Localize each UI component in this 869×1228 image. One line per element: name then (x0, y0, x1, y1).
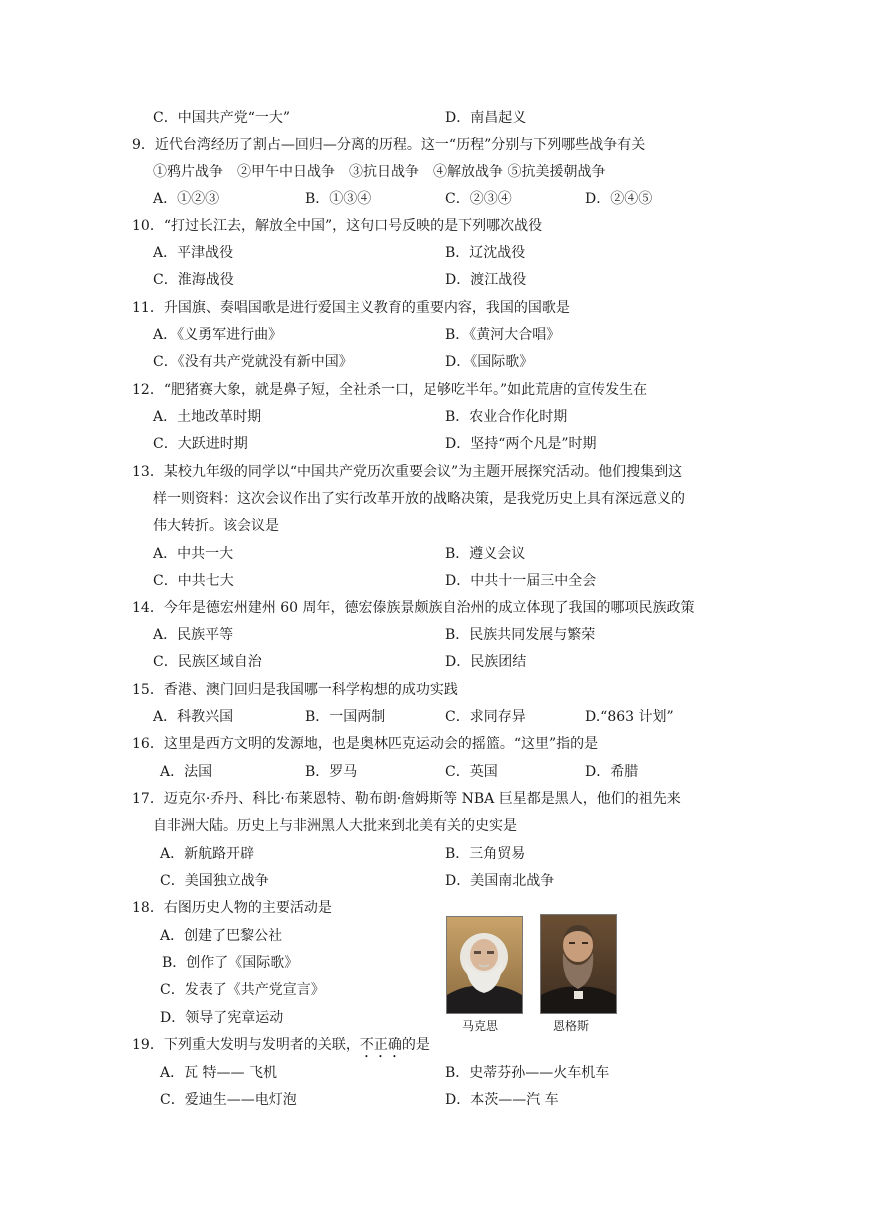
q15-stem: 15．香港、澳门回归是我国哪一科学构想的成功实践 (132, 682, 458, 698)
q11-option-d: D．《国际歌》 (445, 354, 534, 370)
q16-stem: 16．这里是西方文明的发源地，也是奥林匹克运动会的摇篮。“这里”指的是 (132, 736, 599, 752)
q15-option-d: D.“863 计划” (585, 709, 674, 725)
q18-option-b: B．创作了《国际歌》 (162, 955, 299, 971)
q19-option-c: C．爱迪生——电灯泡 (160, 1092, 297, 1108)
q11-option-a: A．《义勇军进行曲》 (153, 327, 283, 343)
q14-option-d: D．民族团结 (445, 654, 527, 670)
q11-option-b: B．《黄河大合唱》 (445, 327, 561, 343)
q10-option-b: B．辽沈战役 (445, 245, 526, 261)
q12-stem: 12．“肥猪赛大象，就是鼻子短，全社杀一口，足够吃半年。”如此荒唐的宣传发生在 (132, 382, 648, 398)
q9-option-c: C．②③④ (445, 191, 512, 207)
q14-option-c: C．民族区域自治 (153, 654, 262, 670)
q16-option-d: D．希腊 (585, 764, 639, 780)
q16-option-a: A．法国 (160, 764, 213, 780)
q16-option-c: C．英国 (445, 764, 498, 780)
q13-stem-line2: 样一则资料：这次会议作出了实行改革开放的战略决策，是我党历史上具有深远意义的 (153, 491, 685, 507)
q19-option-b: B．史蒂芬孙——火车机车 (445, 1065, 610, 1081)
q10-option-c: C．淮海战役 (153, 272, 234, 288)
q17-stem-line2: 自非洲大陆。历史上与非洲黑人大批来到北美有关的史实是 (153, 818, 517, 834)
q12-option-c: C．大跃进时期 (153, 436, 248, 452)
q18-stem: 18．右图历史人物的主要活动是 (132, 900, 332, 916)
q15-option-c: C．求同存异 (445, 709, 526, 725)
q11-stem: 11．升国旗、奏唱国歌是进行爱国主义教育的重要内容，我国的国歌是 (132, 300, 570, 316)
q13-option-c: C．中共七大 (153, 573, 234, 589)
caption-engels: 恩格斯 (553, 1019, 590, 1033)
q10-option-a: A．平津战役 (153, 245, 234, 261)
q17-stem-line1: 17．迈克尔·乔丹、科比·布莱恩特、勒布朗·詹姆斯等 NBA 巨星都是黑人，他们的祖先来 (132, 791, 681, 807)
q17-option-a: A．新航路开辟 (160, 846, 255, 862)
q13-option-d: D．中共十一届三中全会 (445, 573, 597, 589)
q9-stem: 9．近代台湾经历了割占—回归—分离的历程。这一“历程”分别与下列哪些战争有关 (132, 137, 646, 153)
q14-stem: 14．今年是德宏州建州 60 周年，德宏傣族景颇族自治州的成立体现了我国的哪项民族政策 (132, 600, 695, 616)
q19-stem-suffix: 的是 (401, 1037, 430, 1053)
q19-stem-emphasis: 不正确 (359, 1037, 402, 1053)
q9-option-d: D．②④⑤ (585, 191, 653, 207)
q18-option-d: D．领导了宪章运动 (160, 1010, 284, 1026)
q14-option-b: B．民族共同发展与繁荣 (445, 627, 596, 643)
q12-option-a: A．土地改革时期 (153, 409, 262, 425)
q17-option-b: B．三角贸易 (445, 846, 526, 862)
q13-option-a: A．中共一大 (153, 546, 234, 562)
q12-option-d: D．坚持“两个凡是”时期 (445, 436, 597, 452)
q13-option-b: B．遵义会议 (445, 546, 526, 562)
marx-portrait (446, 916, 523, 1014)
engels-portrait (540, 914, 617, 1014)
q9-option-a: A．①②③ (153, 191, 220, 207)
q17-option-d: D．美国南北战争 (445, 873, 555, 889)
q8-option-c: C．中国共产党“一大” (153, 110, 291, 126)
q19-option-a: A．瓦 特—— 飞机 (160, 1065, 278, 1081)
q14-option-a: A．民族平等 (153, 627, 234, 643)
q8-option-d: D．南昌起义 (445, 110, 527, 126)
q9-items: ①鸦片战争 ②甲午中日战争 ③抗日战争 ④解放战争 ⑤抗美援朝战争 (153, 164, 606, 180)
q13-stem-line1: 13．某校九年级的同学以“中国共产党历次重要会议”为主题开展探究活动。他们搜集到这 (132, 464, 683, 480)
q10-option-d: D．渡江战役 (445, 272, 527, 288)
q13-stem-line3: 伟大转折。该会议是 (153, 518, 279, 534)
q17-option-c: C．美国独立战争 (160, 873, 269, 889)
q16-option-b: B．罗马 (305, 764, 358, 780)
q18-option-a: A．创建了巴黎公社 (160, 928, 283, 944)
q18-option-c: C．发表了《共产党宣言》 (160, 982, 325, 998)
q19-stem-prefix: 19．下列重大发明与发明者的关联， (132, 1037, 360, 1053)
q10-stem: 10．“打过长江去，解放全中国”，这句口号反映的是下列哪次战役 (132, 218, 543, 234)
q15-option-b: B．一国两制 (305, 709, 386, 725)
engels-portrait-image (541, 915, 616, 1013)
q9-option-b: B．①③④ (305, 191, 372, 207)
caption-marx: 马克思 (462, 1019, 499, 1033)
q11-option-c: C．《没有共产党就没有新中国》 (153, 354, 353, 370)
q19-stem (132, 1034, 430, 1056)
q12-option-b: B．农业合作化时期 (445, 409, 568, 425)
q15-option-a: A．科教兴国 (153, 709, 234, 725)
marx-portrait-image (447, 917, 522, 1013)
q19-option-d: D．本茨——汽 车 (445, 1092, 559, 1108)
